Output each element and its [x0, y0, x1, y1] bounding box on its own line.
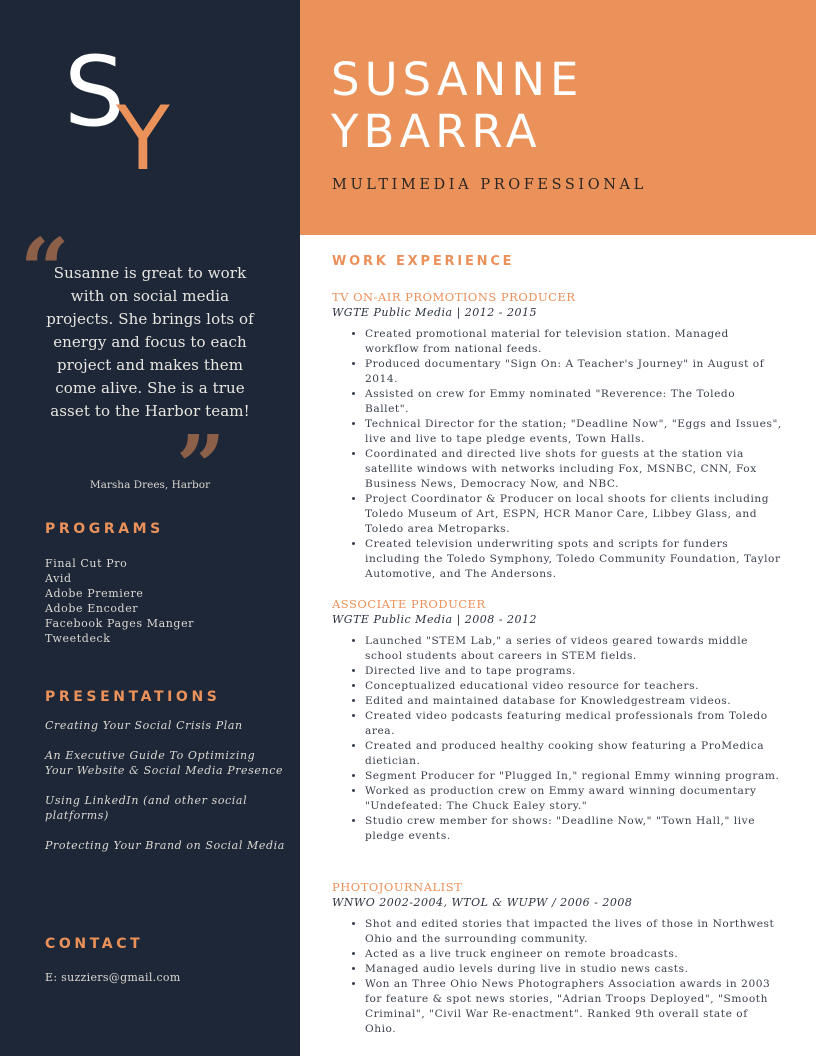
program-item: Tweetdeck	[45, 632, 111, 645]
work-experience-heading: WORK EXPERIENCE	[332, 254, 515, 269]
job-bullet: • Assisted on crew for Emmy nominated "Reverence: The Toledo Ballet".	[365, 387, 782, 417]
job-entry	[332, 289, 782, 582]
name-first: SUSANNE	[331, 53, 584, 106]
presentation-item: Creating Your Social Crisis Plan	[45, 719, 243, 732]
program-item: Adobe Premiere	[45, 587, 144, 600]
job-title: PHOTOJOURNALIST	[332, 880, 463, 894]
monogram-letter-y: Y	[116, 87, 170, 190]
presentation-item: Protecting Your Brand on Social Media	[45, 839, 285, 852]
job-title: ASSOCIATE PRODUCER	[332, 597, 486, 611]
presentation-item: An Executive Guide To Optimizing Your Website & Social Media Presence	[45, 749, 284, 777]
name-last: YBARRA	[331, 105, 542, 158]
close-quote-icon: ”	[176, 417, 226, 518]
job-bullet: • Launched "STEM Lab," a series of videos geared towards middle school students about careers in STEM fields.	[365, 634, 782, 664]
program-item: Avid	[45, 572, 72, 585]
testimonial-text: Susanne is great to work with on social media projects. She brings lots of energy and focus to each project and makes them come alive. She is a true asset to the Harbor team!	[46, 264, 254, 420]
job-organization: WNWO 2002-2004, WTOL & WUPW / 2006 - 2008	[332, 896, 633, 909]
contact-email[interactable]: E: suzziers@gmail.com	[45, 971, 181, 984]
job-organization: WGTE Public Media | 2012 - 2015	[332, 306, 537, 319]
presentations-heading: PRESENTATIONS	[45, 689, 221, 705]
monogram-letter-s: S	[64, 36, 125, 148]
presentations-list	[45, 718, 285, 868]
presentation-item: Using LinkedIn (and other social platforms)	[45, 794, 248, 822]
job-bullet: • Managed audio levels during live in studio news casts.	[365, 962, 782, 977]
job-bullet: • Project Coordinator & Producer on local shoots for clients including Toledo Museum of Art, ESPN, HCR Manor Care, Libbey Glass, and Toledo area Metroparks.	[365, 492, 782, 537]
job-bullet: • Segment Producer for "Plugged In," regional Emmy winning program.	[365, 769, 782, 784]
job-bullet: • Won an Three Ohio News Photographers Association awards in 2003 for feature & spot news stories, "Adrian Troops Deployed", "Smooth Criminal", "Civil War Re-enactment". Ranked 9th overall state of Ohio.	[365, 977, 782, 1037]
job-bullet: • Shot and edited stories that impacted the lives of those in Northwest Ohio and the surrounding community.	[365, 917, 782, 947]
job-bullet: • Created video podcasts featuring medical professionals from Toledo area.	[365, 709, 782, 739]
job-bullet: • Technical Director for the station; "Deadline Now", "Eggs and Issues", live and live to tape pledge events, Town Halls.	[365, 417, 782, 447]
job-bullets	[332, 917, 782, 1037]
job-title-subtitle: MULTIMEDIA PROFESSIONAL	[332, 177, 647, 193]
job-bullet: • Worked as production crew on Emmy award winning documentary "Undefeated: The Chuck Ealey story."	[365, 784, 782, 814]
program-item: Facebook Pages Manger	[45, 617, 195, 630]
job-bullet: • Conceptualized educational video resource for teachers.	[365, 679, 782, 694]
job-title: TV ON-AIR PROMOTIONS PRODUCER	[332, 290, 576, 304]
job-entry	[332, 879, 782, 1037]
candidate-name	[331, 54, 583, 158]
program-item: Final Cut Pro	[45, 557, 128, 570]
program-item: Adobe Encoder	[45, 602, 139, 615]
testimonial-author: Marsha Drees, Harbor	[89, 479, 211, 491]
job-bullet: • Directed live and to tape programs.	[365, 664, 782, 679]
job-bullet: • Created and produced healthy cooking show featuring a ProMedica dietician.	[365, 739, 782, 769]
job-bullet: • Acted as a live truck engineer on remote broadcasts.	[365, 947, 782, 962]
job-organization: WGTE Public Media | 2008 - 2012	[332, 613, 537, 626]
job-bullet: • Studio crew member for shows: "Deadline Now," "Town Hall," live pledge events.	[365, 814, 782, 844]
job-entry	[332, 596, 782, 844]
job-bullet: • Created television underwriting spots and scripts for funders including the Toledo Symphony, Toledo Community Foundation, Taylor Automotive, and The Andersons.	[365, 537, 782, 582]
programs-list	[45, 556, 194, 646]
contact-heading: CONTACT	[45, 936, 144, 952]
job-bullet: • Produced documentary "Sign On: A Teacher's Journey" in August of 2014.	[365, 357, 782, 387]
job-bullet: • Coordinated and directed live shots for guests at the station via satellite windows with networks including Fox, MSNBC, CNN, Fox Business News, Democracy Now, and NBC.	[365, 447, 782, 492]
job-bullets	[332, 327, 782, 582]
job-bullet: • Created promotional material for television station. Managed workflow from national feeds.	[365, 327, 782, 357]
programs-heading: PROGRAMS	[45, 521, 164, 537]
job-bullet: • Edited and maintained database for Knowledgestream videos.	[365, 694, 782, 709]
open-quote-icon: “	[20, 220, 70, 321]
job-bullets	[332, 634, 782, 844]
